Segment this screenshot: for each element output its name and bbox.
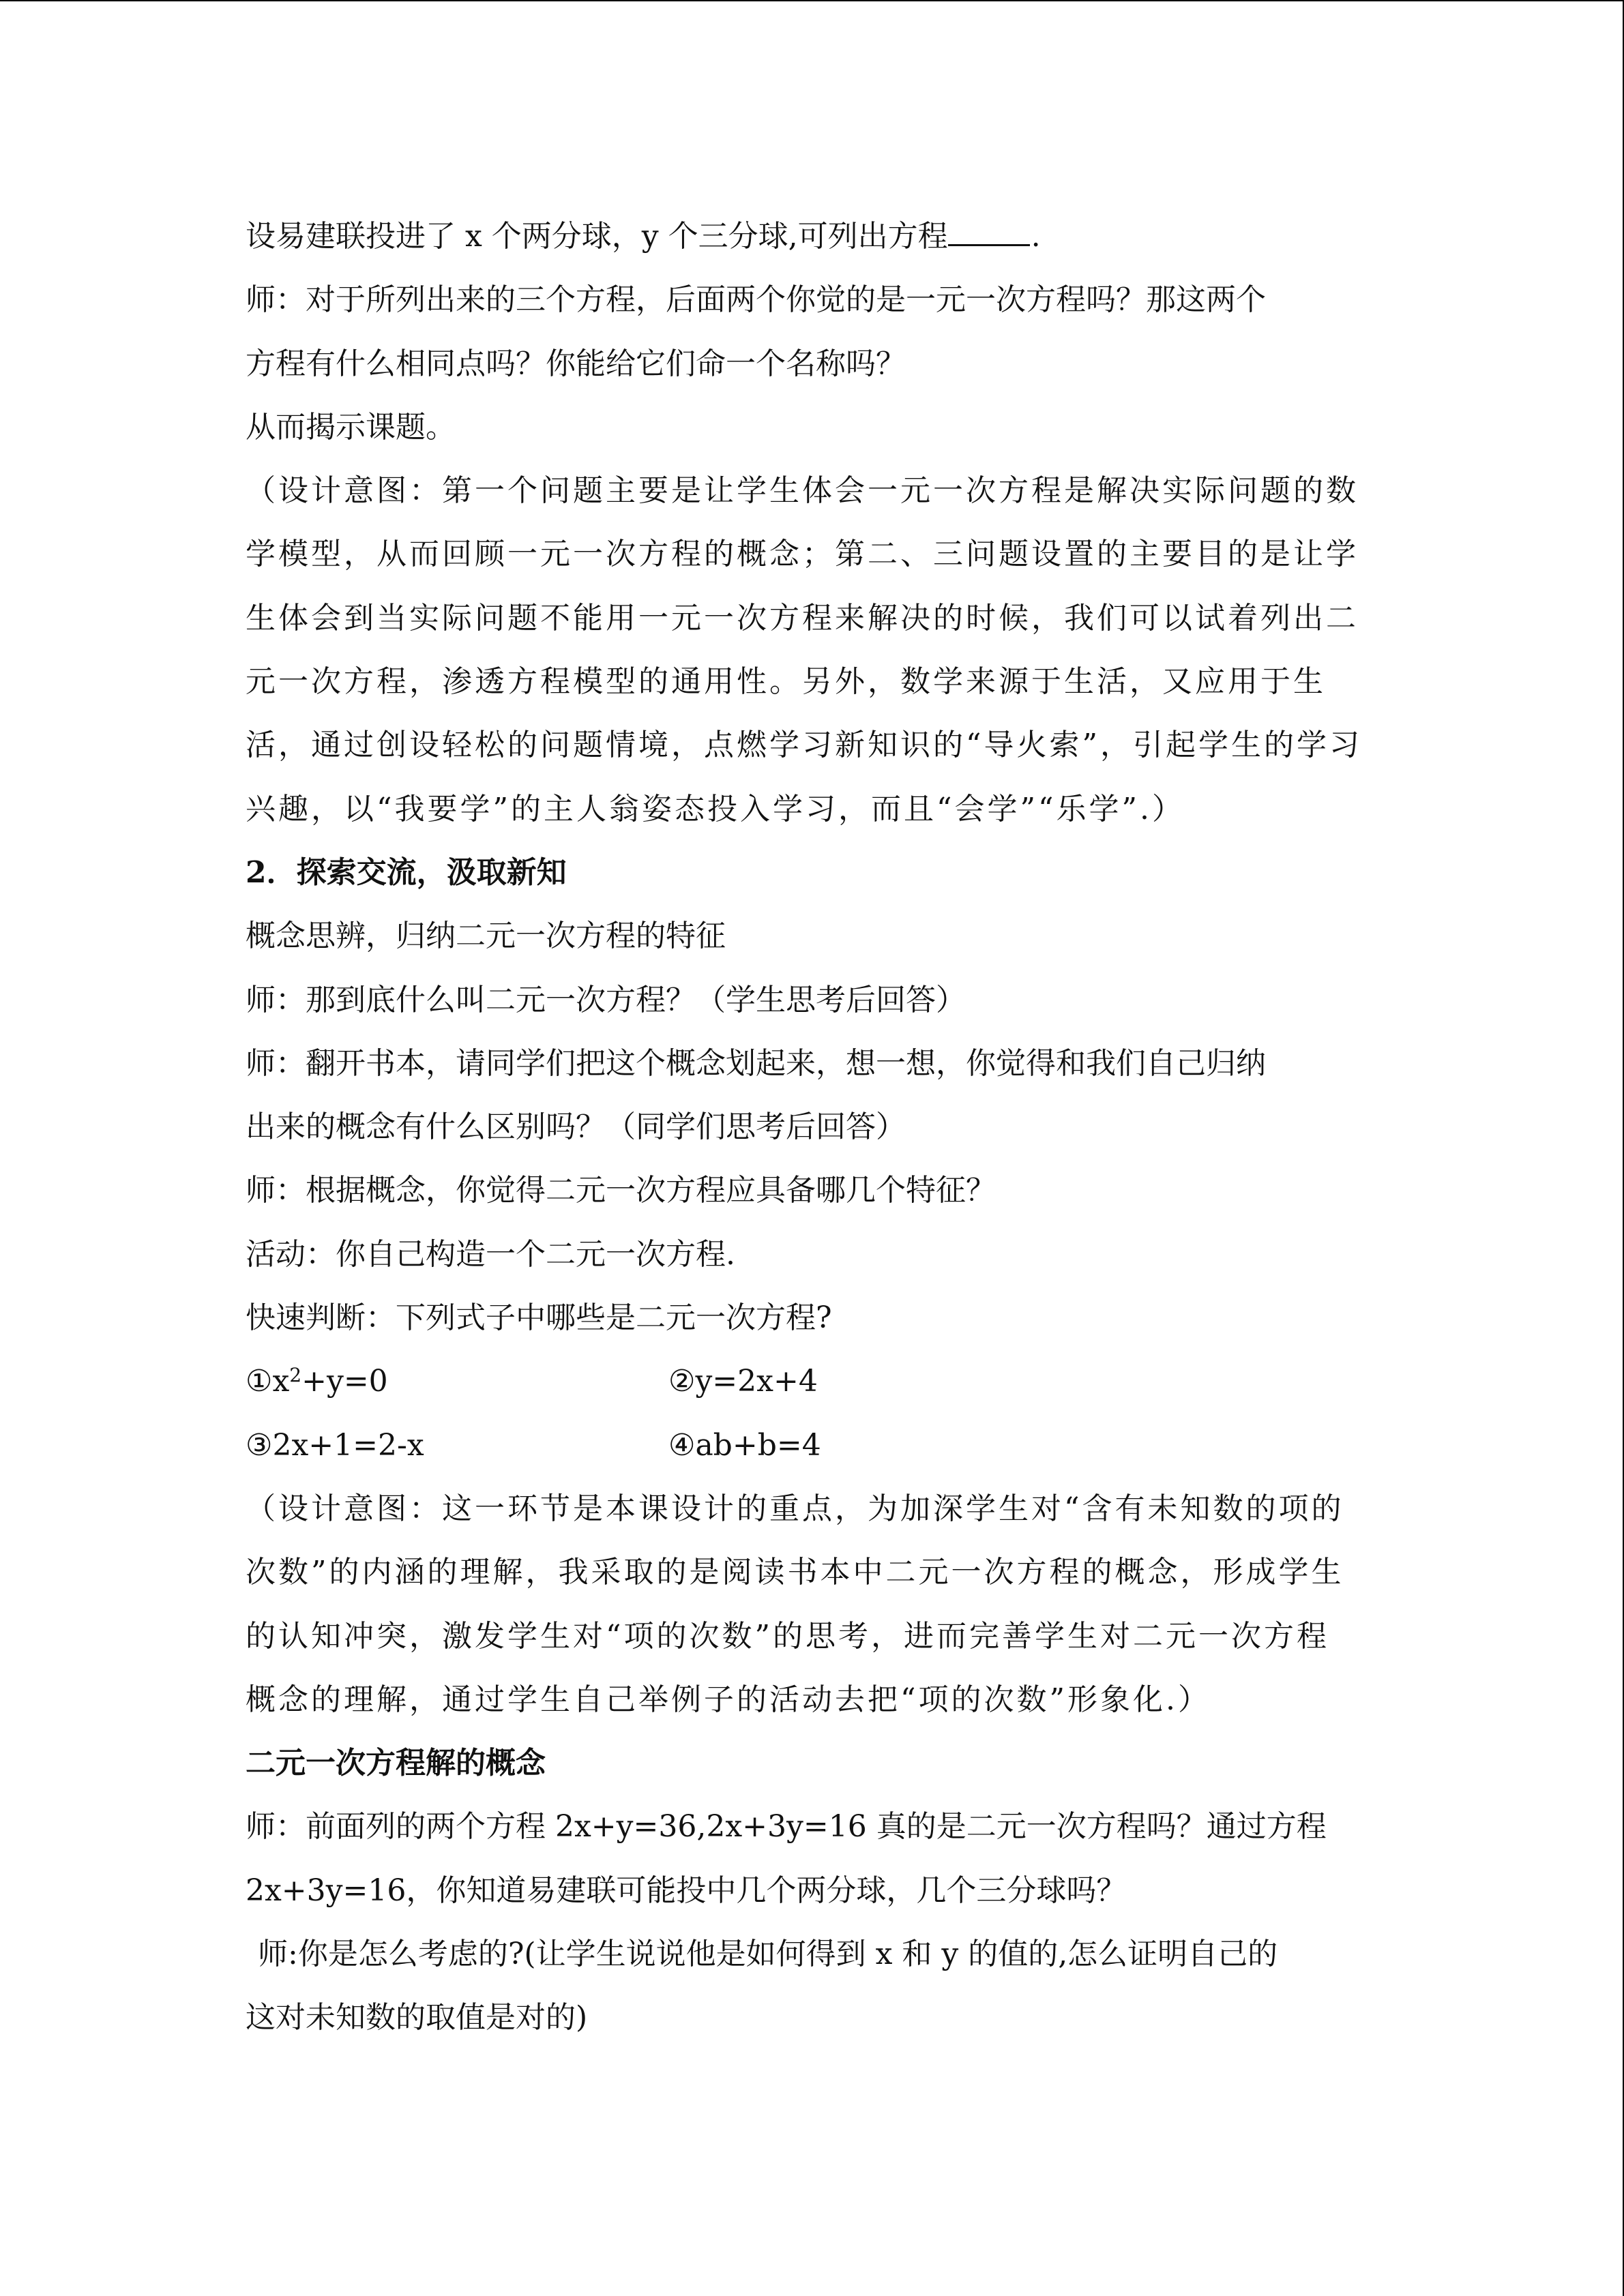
design-intent-line: 活，通过创设轻松的问题情境，点燃学习新知识的“导火索”，引起学生的学习 (246, 728, 1362, 763)
text-line: 师:你是怎么考虑的?(让学生说说他是如何得到 x 和 y 的值的,怎么证明自己的 (258, 1937, 1278, 1972)
document-body (246, 205, 1391, 2050)
design-intent-line: 元一次方程，渗透方程模型的通用性。另外，数学来源于生活，又应用于生 (246, 664, 1326, 700)
text-line: 师：翻开书本，请同学们把这个概念划起来，想一想，你觉得和我们自己归纳 (246, 1045, 1266, 1081)
text-line: 师：前面列的两个方程 2x+y=36,2x+3y=16 真的是二元一次方程吗？通过方程 (246, 1809, 1327, 1845)
design-intent-line: 概念的理解，通过学生自己举例子的活动去把“项的次数”形象化.） (246, 1682, 1211, 1717)
text-line: 师：根据概念，你觉得二元一次方程应具备哪几个特征？ (246, 1173, 996, 1208)
text-line: 概念思辨，归纳二元一次方程的特征 (246, 919, 726, 954)
design-intent-line: 次数”的内涵的理解，我采取的是阅读书本中二元一次方程的概念，形成学生 (246, 1555, 1344, 1590)
design-intent-line: 的认知冲突，激发学生对“项的次数”的思考，进而完善学生对二元一次方程 (246, 1618, 1329, 1654)
equation-4: ④ab+b=4 (668, 1427, 821, 1463)
text-line: 快速判断：下列式子中哪些是二元一次方程? (246, 1300, 832, 1336)
design-intent-line: 学模型，从而回顾一元一次方程的概念；第二、三问题设置的主要目的是让学 (246, 537, 1359, 572)
text-line: 师：那到底什么叫二元一次方程？（学生思考后回答） (246, 982, 966, 1017)
text-line: 活动：你自己构造一个二元一次方程. (246, 1236, 735, 1272)
text-line: 出来的概念有什么区别吗？（同学们思考后回答） (246, 1109, 906, 1145)
text-line: 这对未知数的取值是对的) (246, 2000, 588, 2036)
equation-row (246, 1350, 1391, 1413)
text-line (246, 205, 1391, 268)
design-intent-line: 兴趣，以“我要学”的主人翁姿态投入学习，而且“会学”“乐学”.） (246, 791, 1185, 826)
sentence-end: . (1031, 219, 1041, 254)
equation-3: ③2x+1=2-x (246, 1427, 424, 1463)
text-line: 从而揭示课题。 (246, 409, 456, 445)
design-intent-line: （设计意图：这一环节是本课设计的重点，为加深学生对“含有未知数的项的 (246, 1491, 1344, 1526)
text-line: 师：对于所列出来的三个方程，后面两个你觉的是一元一次方程吗？那这两个 (246, 282, 1266, 318)
text-line: 2x+3y=16，你知道易建联可能投中几个两分球，几个三分球吗？ (246, 1873, 1127, 1908)
equation-1: $①x^2+y=0$ (246, 1364, 388, 1399)
sentence: 设易建联投进了 x 个两分球，y 个三分球,可列出方程 (246, 219, 948, 254)
text-line: 方程有什么相同点吗？你能给它们命一个名称吗？ (246, 346, 906, 381)
answer-blank (948, 211, 1030, 246)
section-heading: 二元一次方程解的概念 (246, 1746, 546, 1781)
equation-row (246, 1414, 1391, 1477)
design-intent-line: （设计意图：第一个问题主要是让学生体会一元一次方程是解决实际问题的数 (246, 473, 1359, 509)
section-heading: 2．探索交流，汲取新知 (246, 854, 567, 890)
design-intent-line: 生体会到当实际问题不能用一元一次方程来解决的时候，我们可以试着列出二 (246, 600, 1359, 636)
equation-2: ②y=2x+4 (668, 1364, 818, 1399)
